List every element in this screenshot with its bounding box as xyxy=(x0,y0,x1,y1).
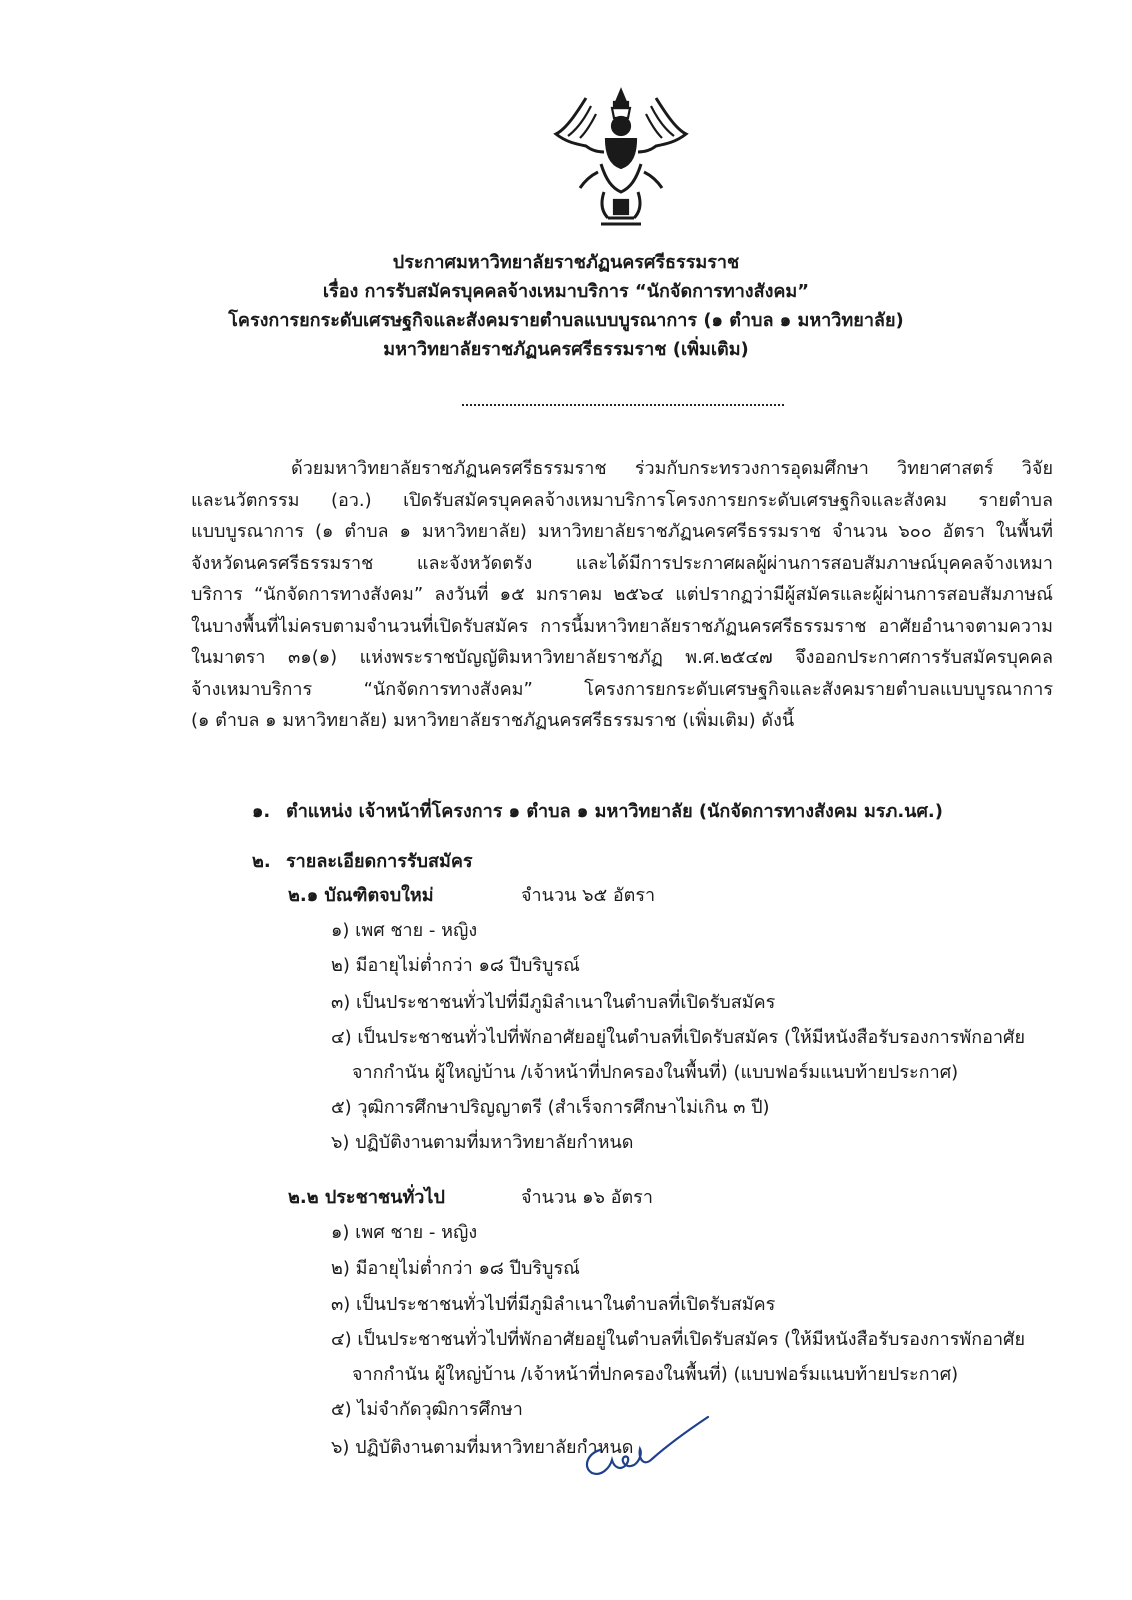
section-number: ๑. xyxy=(252,801,271,822)
requirement-item: ๓) เป็นประชาชนทั่วไปที่มีภูมิลำเนาในตำบลที่เปิดรับสมัคร xyxy=(331,1294,776,1315)
dotted-divider xyxy=(462,404,784,406)
requirement-item-continued: จากกำนัน ผู้ใหญ่บ้าน /เจ้าหน้าที่ปกครองในพื้นที่) (แบบฟอร์มแนบท้ายประกาศ) xyxy=(352,1364,959,1385)
heading-line: เรื่อง การรับสมัครบุคคลจ้างเหมาบริการ “นักจัดการทางสังคม” xyxy=(322,281,810,302)
paragraph-line: (๑ ตำบล ๑ มหาวิทยาลัย) มหาวิทยาลัยราชภัฏนครศรีธรรมราช (เพิ่มเติม) ดังนี้ xyxy=(191,710,795,731)
section-2 xyxy=(252,846,473,875)
requirement-item: ๒) มีอายุไม่ต่ำกว่า ๑๘ ปีบริบูรณ์ xyxy=(331,1258,580,1279)
paragraph-line: บริการ “นักจัดการทางสังคม” ลงวันที่ ๑๕ มกราคม ๒๕๖๔ แต่ปรากฏว่ามีผู้สมัครและผู้ผ่านการสอบสัมภาษณ์ xyxy=(191,584,1053,605)
heading-line: ประกาศมหาวิทยาลัยราชภัฏนครศรีธรรมราช xyxy=(392,252,740,273)
requirement-item-continued: จากกำนัน ผู้ใหญ่บ้าน /เจ้าหน้าที่ปกครองในพื้นที่) (แบบฟอร์มแนบท้ายประกาศ) xyxy=(352,1062,959,1083)
requirement-item: ๑) เพศ ชาย - หญิง xyxy=(331,920,478,941)
requirement-item: ๔) เป็นประชาชนทั่วไปที่พักอาศัยอยู่ในตำบลที่เปิดรับสมัคร (ให้มีหนังสือรับรองการพักอาศัย xyxy=(331,1027,1026,1048)
requirement-item: ๒) มีอายุไม่ต่ำกว่า ๑๘ ปีบริบูรณ์ xyxy=(331,955,580,976)
paragraph-line: ในมาตรา ๓๑(๑) แห่งพระราชบัญญัติมหาวิทยาลัยราชภัฏ พ.ศ.๒๕๔๗ จึงออกประกาศการรับสมัครบุคคล xyxy=(191,647,1053,668)
paragraph-line: ด้วยมหาวิทยาลัยราชภัฏนครศรีธรรมราช ร่วมกับกระทรวงการอุดมศึกษา วิทยาศาสตร์ วิจัย xyxy=(291,458,1053,479)
requirement-item: ๖) ปฏิบัติงานตามที่มหาวิทยาลัยกำหนด xyxy=(331,1437,634,1458)
requirement-item: ๕) วุฒิการศึกษาปริญญาตรี (สำเร็จการศึกษาไม่เกิน ๓ ปี) xyxy=(331,1097,770,1118)
subsection-2-2-quota: จำนวน ๑๖ อัตรา xyxy=(521,1187,653,1208)
requirement-item: ๖) ปฏิบัติงานตามที่มหาวิทยาลัยกำหนด xyxy=(331,1132,634,1153)
requirement-item: ๔) เป็นประชาชนทั่วไปที่พักอาศัยอยู่ในตำบลที่เปิดรับสมัคร (ให้มีหนังสือรับรองการพักอาศัย xyxy=(331,1329,1026,1350)
garuda-emblem-icon xyxy=(546,84,696,234)
section-number: ๒. xyxy=(252,851,271,872)
heading-line: โครงการยกระดับเศรษฐกิจและสังคมรายตำบลแบบบูรณาการ (๑ ตำบล ๑ มหาวิทยาลัย) xyxy=(228,310,904,331)
subsection-2-2-label: ๒.๒ ประชาชนทั่วไป xyxy=(288,1187,445,1208)
subsection-2-1-label: ๒.๑ บัณฑิตจบใหม่ xyxy=(288,885,434,906)
paragraph-line: จ้างเหมาบริการ “นักจัดการทางสังคม” โครงการยกระดับเศรษฐกิจและสังคมรายตำบลแบบบูรณาการ xyxy=(191,678,1053,700)
section-title: รายละเอียดการรับสมัคร xyxy=(286,851,473,872)
requirement-item: ๕) ไม่จำกัดวุฒิการศึกษา xyxy=(331,1399,523,1420)
paragraph-line: จังหวัดนครศรีธรรมราช และจังหวัดตรัง และได้มีการประกาศผลผู้ผ่านการสอบสัมภาษณ์บุคคลจ้างเหมา xyxy=(191,552,1053,574)
intro-paragraph xyxy=(191,453,1053,737)
handwritten-signature-icon xyxy=(580,1415,730,1495)
requirement-item: ๑) เพศ ชาย - หญิง xyxy=(331,1222,478,1243)
paragraph-line: ในบางพื้นที่ไม่ครบตามจำนวนที่เปิดรับสมัคร การนี้มหาวิทยาลัยราชภัฏนครศรีธรรมราช อาศัยอำนาจตามความ xyxy=(191,615,1053,637)
paragraph-line: แบบบูรณาการ (๑ ตำบล ๑ มหาวิทยาลัย) มหาวิทยาลัยราชภัฏนครศรีธรรมราช จำนวน ๖๐๐ อัตรา ในพื้นที่ xyxy=(191,521,1053,542)
heading-line: มหาวิทยาลัยราชภัฏนครศรีธรรมราช (เพิ่มเติม) xyxy=(383,339,749,360)
subsection-2-1-quota: จำนวน ๖๕ อัตรา xyxy=(521,885,656,906)
announcement-heading xyxy=(0,248,1132,364)
paragraph-line: และนวัตกรรม (อว.) เปิดรับสมัครบุคคลจ้างเหมาบริการโครงการยกระดับเศรษฐกิจและสังคม รายตำบล xyxy=(191,489,1053,511)
section-1 xyxy=(252,796,943,825)
section-text: ตำแหน่ง เจ้าหน้าที่โครงการ ๑ ตำบล ๑ มหาวิทยาลัย (นักจัดการทางสังคม มรภ.นศ.) xyxy=(286,801,943,822)
requirement-item: ๓) เป็นประชาชนทั่วไปที่มีภูมิลำเนาในตำบลที่เปิดรับสมัคร xyxy=(331,992,776,1013)
